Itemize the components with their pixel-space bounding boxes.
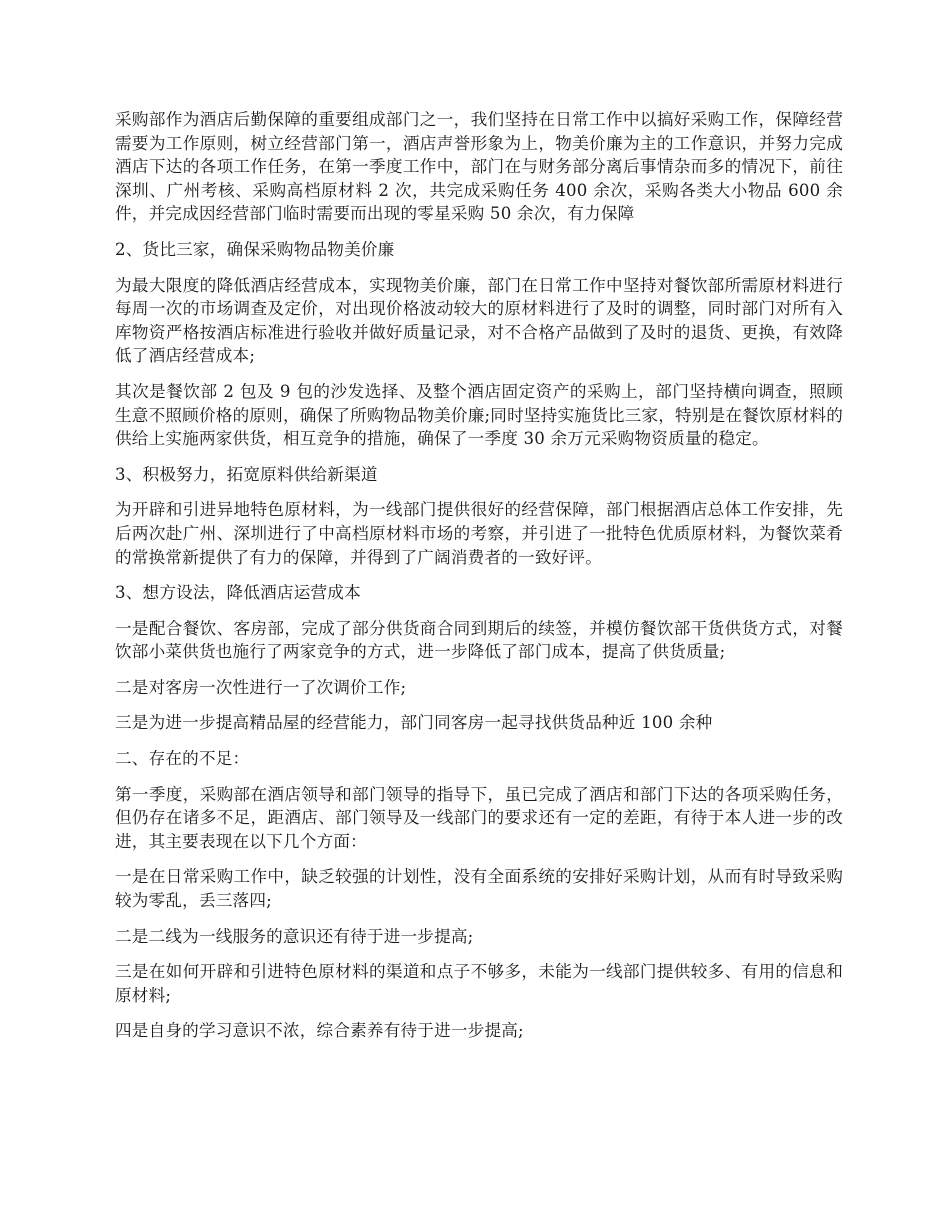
section-heading-operating-cost: 3、想方设法，降低酒店运营成本	[115, 583, 361, 603]
paragraph-shortcomings-intro: 第一季度，采购部在酒店领导和部门领导的指导下，虽已完成了酒店和部门下达的各项采购任务，但仍存在诸多不足，距酒店、部门领导及一线部门的要求还有一定的差距，有待于本人进一步的改进，其主要表现在以下几个方面：	[115, 784, 843, 851]
paragraph-shortcoming-learning: 四是自身的学习意识不浓，综合素养有待于进一步提高;	[115, 1021, 524, 1041]
paragraph-sofa-procurement: 其次是餐饮部 2 包及 9 包的沙发选择、及整个酒店固定资产的采购上，部门坚持横向调查，照顾生意不照顾价格的原则，确保了所购物品物美价廉;同时坚持实施货比三家，特别是在餐饮原材料的供给上实施两家供货，相互竞争的措施，确保了一季度 30 余万元采购物资质量的稳定。	[115, 381, 843, 449]
paragraph-shortcoming-planning: 一是在日常采购工作中，缺乏较强的计划性，没有全面系统的安排好采购计划，从而有时导致采购较为零乱，丢三落四;	[115, 867, 843, 911]
section-heading-shortcomings: 二、存在的不足：	[115, 749, 250, 769]
paragraph-price-adjustment: 二是对客房一次性进行一了次调价工作;	[115, 677, 407, 697]
section-heading-price-comparison: 2、货比三家，确保采购物品物美价廉	[115, 239, 395, 259]
paragraph-cost-reduction: 为最大限度的降低酒店经营成本，实现物美价廉，部门在日常工作中坚持对餐饮部所需原材料进行每周一次的市场调查及定价，对出现价格波动较大的原材料进行了及时的调整，同时部门对所有入库物资严格按酒店标准进行验收并做好质量记录，对不合格产品做到了及时的退货、更换，有效降低了酒店经营成本;	[115, 275, 843, 366]
section-heading-new-channels: 3、积极努力，拓宽原料供给新渠道	[115, 464, 378, 484]
document-body	[115, 108, 843, 1055]
paragraph-intro: 采购部作为酒店后勤保障的重要组成部门之一，我们坚持在日常工作中以搞好采购工作，保障经营需要为工作原则，树立经营部门第一，酒店声誉形象为上，物美价廉为主的工作意识，并努力完成酒店下达的各项工作任务，在第一季度工作中，部门在与财务部分离后事情杂而多的情况下，前往深圳、广州考核、采购高档原材料 2 次，共完成采购任务 400 余次，采购各类大小物品 600 余件，并完成因经营部门临时需要而出现的零星采购 50 余次，有力保障	[115, 110, 843, 224]
paragraph-contract-renewal: 一是配合餐饮、客房部，完成了部分供货商合同到期后的续签，并模仿餐饮部干货供货方式，对餐饮部小菜供货也施行了两家竞争的方式，进一步降低了部门成本，提高了供货质量;	[115, 618, 843, 662]
paragraph-shortcoming-channels: 三是在如何开辟和引进特色原材料的渠道和点子不够多，未能为一线部门提供较多、有用的信息和原材料;	[115, 962, 843, 1005]
paragraph-boutique-supply: 三是为进一步提高精品屋的经营能力，部门同客房一起寻找供货品种近 100 余种	[115, 713, 713, 733]
paragraph-shortcoming-service: 二是二线为一线服务的意识还有待于进一步提高;	[115, 926, 474, 946]
paragraph-new-materials: 为开辟和引进异地特色原材料，为一线部门提供很好的经营保障，部门根据酒店总体工作安排，先后两次赴广州、深圳进行了中高档原材料市场的考察，并引进了一批特色优质原材料，为餐饮菜肴的常换常新提供了有力的保障，并得到了广阔消费者的一致好评。	[115, 500, 843, 567]
